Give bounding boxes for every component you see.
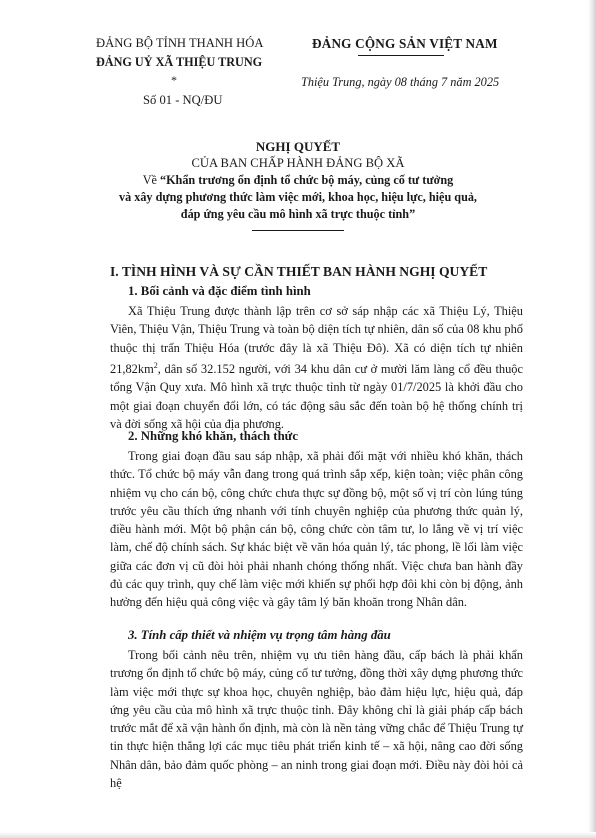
title-divider (252, 230, 344, 231)
section-1-3-heading: 3. Tính cấp thiết và nhiệm vụ trọng tâm hàng đầu (128, 628, 391, 642)
org-star: * (171, 73, 177, 87)
about-line-3: đáp ứng yêu cầu mô hình xã trực thuộc tỉnh” (180, 207, 416, 221)
org-line-1: ĐẢNG BỘ TỈNH THANH HÓA (96, 36, 264, 50)
place-date: Thiệu Trung, ngày 08 tháng 7 năm 2025 (301, 75, 500, 89)
section-1-1-paragraph (110, 302, 523, 433)
resolution-subtitle: CỦA BAN CHẤP HÀNH ĐẢNG BỘ XÃ (191, 156, 405, 170)
about-prefix: Về (142, 173, 160, 187)
resolution-about-3 (0, 207, 596, 222)
about-line-2: và xây dựng phương thức làm việc mới, khoa học, hiệu lực, hiệu quả, (119, 190, 477, 204)
resolution-title: NGHỊ QUYẾT (255, 139, 341, 154)
scan-edge-bottom (0, 832, 596, 838)
party-name-underline (358, 55, 444, 56)
section-1-heading: I. TÌNH HÌNH VÀ SỰ CẦN THIẾT BAN HÀNH NGHỊ QUYẾT (110, 264, 488, 279)
para-1-1-superscript: 2 (153, 360, 158, 370)
section-1-1-heading: 1. Bối cảnh và đặc điểm tình hình (128, 284, 311, 298)
resolution-about-2 (0, 190, 596, 205)
section-1-2-paragraph: Trong giai đoạn đầu sau sáp nhập, xã phải đối mặt với nhiều khó khăn, thách thức. Tổ chức bộ máy vẫn đang trong quá trình sắp xếp, kiện toàn; việc phân công nhiệm vụ cho cán bộ, công chức chưa thực sự đồng bộ, một số vị trí còn lúng túng trước yêu cầu thích ứng nhanh với tính chuyên nghiệp của phương thức quản lý, điều hành mới. Một bộ phận cán bộ, công chức còn tâm tư, lo lắng về vị trí việc làm, chế độ chính sách. Sự khác biệt về văn hóa quản lý, tác phong, lề lối làm việc giữa các đơn vị cũ đòi hỏi phải nhanh chóng thống nhất. Việc chưa ban hành đầy đủ các quy trình, quy chế làm việc mới khiến sự phối hợp đôi khi còn bị động, ảnh hưởng đến hiệu quả công việc và gây tâm lý băn khoăn trong Nhân dân. (110, 449, 523, 610)
resolution-about-1 (0, 173, 596, 188)
party-name: ĐẢNG CỘNG SẢN VIỆT NAM (312, 36, 498, 51)
section-1-3-paragraph: Trong bối cảnh nêu trên, nhiệm vụ ưu tiên hàng đầu, cấp bách là phải khẩn trương ổn định tổ chức bộ máy, củng cố tư tưởng, đồng thời xây dựng phương thức làm việc mới thực sự khoa học, chuyên nghiệp, bảo đảm hiệu lực, hiệu quả, đáp ứng yêu cầu của mô hình xã trực thuộc tỉnh. Đây không chỉ là giải pháp cấp bách trước mắt để xã vận hành ổn định, mà còn là nền tảng vững chắc để Thiệu Trung tự tin thực hiện thắng lợi các mục tiêu phát triển kinh tế – xã hội, nâng cao đời sống Nhân dân, bảo đảm quốc phòng – an ninh trong giai đoạn mới. Điều này đòi hỏi cả hệ (110, 648, 523, 791)
doc-number: Số 01 - NQ/ĐU (143, 93, 223, 107)
about-line-1: “Khẩn trương ổn định tổ chức bộ máy, củng cố tư tưởng (159, 173, 454, 187)
scan-edge-right (588, 0, 596, 838)
org-line-2: ĐẢNG UỶ XÃ THIỆU TRUNG (96, 55, 263, 69)
para-1-1-text: Xã Thiệu Trung được thành lập trên cơ sở sáp nhập các xã Thiệu Lý, Thiệu Viên, Thiệu Vận, Thiệu Trung và toàn bộ diện tích tự nhiên, dân số của 08 khu phố thuộc thị trấn Thiệu Hóa (trước đây là xã Thiệu Đô). Xã có diện tích tự nhiên 21,82km (110, 304, 523, 377)
para-1-1-text-cont: , dân số 32.152 người, với 34 khu dân cư ở mười lăm làng cổ đều thuộc tổng Vận Quy xưa. Mô hình xã trực thuộc tỉnh từ ngày 01/7/2025 là khởi đầu cho một giai đoạn chuyển đổi lớn, có tác động sâu sắc đến toàn bộ hệ thống chính trị và đời sống xã hội của địa phương. (110, 362, 523, 431)
section-1-2-heading: 2. Những khó khăn, thách thức (128, 429, 299, 443)
